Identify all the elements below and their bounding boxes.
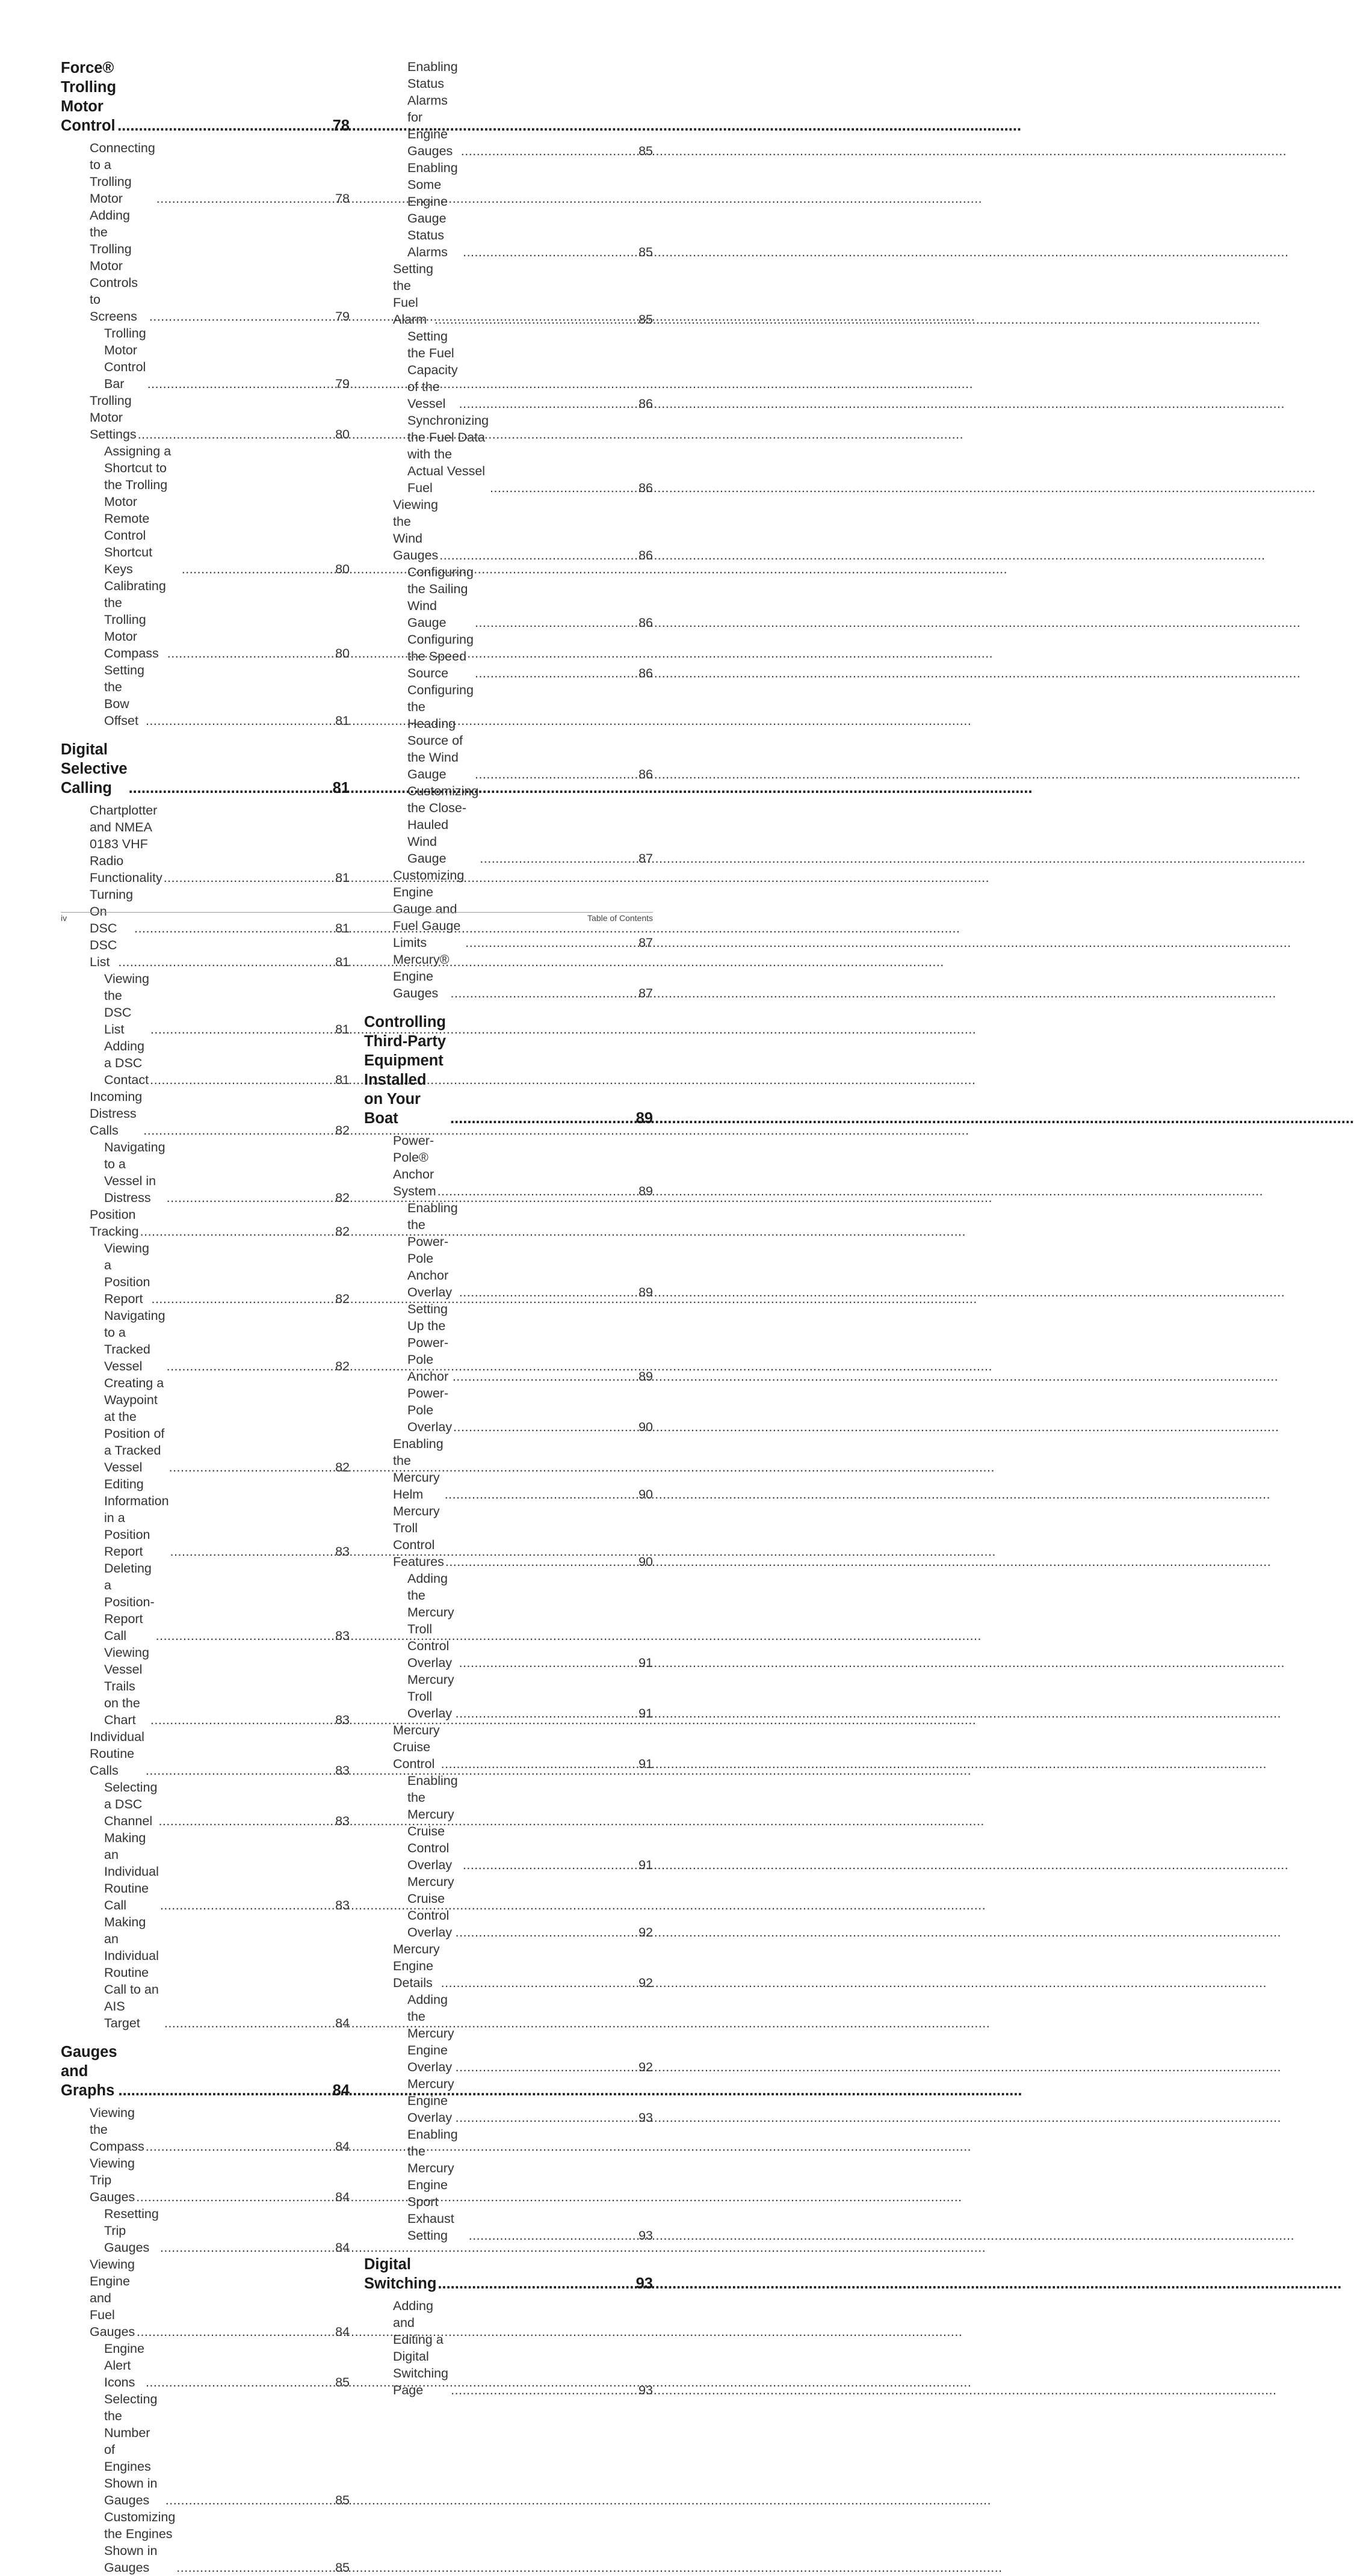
toc-entry[interactable] bbox=[61, 1560, 350, 1644]
toc-entry[interactable] bbox=[364, 1301, 653, 1385]
entry-title: Enabling the Power-Pole Anchor Overlay bbox=[407, 1201, 458, 1299]
entry-page-number: 89 bbox=[638, 1369, 653, 1384]
entry-title: Engine Alert Icons bbox=[104, 2341, 144, 2390]
entry-page-number: 92 bbox=[638, 1976, 653, 1990]
toc-entry[interactable] bbox=[61, 1644, 350, 1728]
toc-entry[interactable] bbox=[61, 1375, 350, 1476]
dot-leader bbox=[150, 1712, 333, 1728]
toc-entry[interactable] bbox=[61, 2509, 350, 2576]
toc-section bbox=[364, 58, 653, 1002]
toc-entry[interactable] bbox=[61, 2104, 350, 2155]
entry-page-number: 92 bbox=[638, 2060, 653, 2074]
toc-entry[interactable] bbox=[61, 1038, 350, 1088]
chapter-page-number: 78 bbox=[332, 117, 350, 134]
toc-entry[interactable] bbox=[61, 1779, 350, 1829]
entry-page-number: 82 bbox=[335, 1123, 350, 1138]
toc-section bbox=[364, 1012, 653, 2244]
entry-page-number: 84 bbox=[335, 2016, 350, 2030]
dot-leader bbox=[475, 766, 637, 783]
entry-title: Setting Up the Power-Pole Anchor bbox=[407, 1302, 449, 1384]
dot-leader bbox=[480, 850, 637, 867]
toc-entry[interactable] bbox=[61, 970, 350, 1038]
toc-left-column bbox=[61, 58, 350, 2576]
entry-title: Customizing the Engines Shown in Gauges bbox=[104, 2510, 176, 2575]
dot-leader bbox=[445, 1486, 637, 1503]
entry-title: Viewing the DSC List bbox=[104, 972, 149, 1037]
entry-title: Mercury® Engine Gauges bbox=[393, 952, 450, 1000]
entry-page-number: 80 bbox=[335, 562, 350, 576]
entry-page-number: 91 bbox=[638, 1757, 653, 1771]
dot-leader bbox=[140, 1223, 333, 1240]
entry-page-number: 79 bbox=[335, 377, 350, 391]
footer-page-number: iv bbox=[61, 913, 67, 923]
dot-leader bbox=[147, 375, 333, 392]
dot-leader bbox=[456, 2059, 637, 2075]
entry-title: Power-Pole Overlay bbox=[407, 1386, 453, 1434]
dot-leader bbox=[119, 2081, 331, 2100]
entry-title: Adding and Editing a Digital Switching Page bbox=[393, 2299, 449, 2397]
toc-entry[interactable] bbox=[364, 2126, 653, 2244]
entry-page-number: 93 bbox=[638, 2228, 653, 2243]
entry-title: Synchronizing the Fuel Data with the Actual Vessel Fuel bbox=[407, 413, 489, 495]
entry-page-number: 81 bbox=[335, 713, 350, 728]
toc-entry[interactable] bbox=[61, 392, 350, 443]
chapter-page-number: 93 bbox=[635, 2275, 653, 2292]
chapter-page-number: 89 bbox=[635, 1110, 653, 1127]
entry-title: Viewing Engine and Fuel Gauges bbox=[90, 2257, 135, 2339]
entry-page-number: 81 bbox=[335, 955, 350, 969]
toc-chapter-heading[interactable] bbox=[61, 58, 350, 135]
dot-leader bbox=[118, 954, 333, 970]
dot-leader bbox=[441, 1974, 637, 1991]
dot-leader bbox=[439, 547, 637, 564]
dot-leader bbox=[456, 1924, 637, 1941]
entry-title: Customizing the Close-Hauled Wind Gauge bbox=[407, 784, 479, 866]
entry-page-number: 86 bbox=[638, 615, 653, 630]
dot-leader bbox=[170, 1543, 334, 1560]
dot-leader bbox=[182, 561, 333, 578]
footer-divider bbox=[61, 912, 653, 913]
entry-title: Individual Routine Calls bbox=[90, 1730, 144, 1778]
dot-leader bbox=[146, 1762, 333, 1779]
toc-entry[interactable] bbox=[61, 1307, 350, 1375]
entry-page-number: 89 bbox=[638, 1285, 653, 1299]
toc-entry[interactable] bbox=[364, 58, 653, 159]
entry-page-number: 82 bbox=[335, 1224, 350, 1239]
entry-page-number: 83 bbox=[335, 1628, 350, 1643]
entry-page-number: 87 bbox=[638, 986, 653, 1000]
entry-title: Position Tracking bbox=[90, 1207, 139, 1239]
toc-entry[interactable] bbox=[61, 886, 350, 937]
dot-leader bbox=[453, 1368, 637, 1385]
entry-title: Mercury Cruise Control Overlay bbox=[407, 1875, 454, 1940]
entry-page-number: 93 bbox=[638, 2110, 653, 2125]
entry-title: Mercury Troll Overlay bbox=[407, 1672, 454, 1721]
entry-page-number: 86 bbox=[638, 767, 653, 781]
dot-leader bbox=[143, 1122, 333, 1139]
entry-title: Customizing Engine Gauge and Fuel Gauge Limits bbox=[393, 868, 465, 950]
entry-title: Selecting a DSC Channel bbox=[104, 1780, 158, 1828]
dot-leader bbox=[160, 2239, 333, 2256]
dot-leader bbox=[164, 2015, 333, 2032]
dot-leader bbox=[160, 1897, 333, 1914]
entry-page-number: 85 bbox=[335, 2375, 350, 2390]
dot-leader bbox=[451, 2382, 637, 2399]
dot-leader bbox=[463, 244, 637, 260]
entry-page-number: 93 bbox=[638, 2383, 653, 2397]
entry-title: Making an Individual Routine Call to an AIS Target bbox=[104, 1915, 159, 2030]
entry-page-number: 82 bbox=[335, 1460, 350, 1474]
toc-entry[interactable] bbox=[364, 1671, 653, 1722]
dot-leader bbox=[165, 2492, 333, 2509]
entry-page-number: 81 bbox=[335, 1073, 350, 1087]
entry-page-number: 87 bbox=[638, 851, 653, 866]
dot-leader bbox=[146, 712, 333, 729]
toc-entry[interactable] bbox=[61, 578, 350, 662]
dot-leader bbox=[134, 920, 333, 937]
toc-chapter-heading[interactable] bbox=[364, 2255, 653, 2293]
entry-title: Viewing Vessel Trails on the Chart bbox=[104, 1645, 149, 1727]
toc-entry[interactable] bbox=[364, 1941, 653, 1991]
entry-page-number: 78 bbox=[335, 191, 350, 206]
toc-entry[interactable] bbox=[61, 443, 350, 578]
entry-title: Adding the Mercury Troll Control Overlay bbox=[407, 1571, 454, 1670]
entry-page-number: 90 bbox=[638, 1487, 653, 1502]
toc-entry[interactable] bbox=[61, 1139, 350, 1206]
entry-page-number: 86 bbox=[638, 666, 653, 680]
dot-leader bbox=[167, 1189, 333, 1206]
dot-leader bbox=[469, 2227, 637, 2244]
toc-section bbox=[364, 2255, 653, 2399]
entry-title: Enabling the Mercury Cruise Control Overlay bbox=[407, 1773, 458, 1872]
dot-leader bbox=[149, 308, 333, 325]
entry-title: Configuring the Speed Source bbox=[407, 632, 474, 680]
dot-leader bbox=[450, 1109, 634, 1128]
entry-page-number: 84 bbox=[335, 2190, 350, 2204]
entry-title: Configuring the Sailing Wind Gauge bbox=[407, 565, 474, 630]
dot-leader bbox=[463, 1857, 637, 1873]
entry-page-number: 84 bbox=[335, 2139, 350, 2154]
toc-entry[interactable] bbox=[61, 1476, 350, 1560]
toc-entry[interactable] bbox=[61, 1206, 350, 1240]
toc-entry[interactable] bbox=[364, 159, 653, 260]
toc-chapter-heading[interactable] bbox=[61, 740, 350, 798]
dot-leader bbox=[167, 645, 333, 662]
dot-leader bbox=[441, 1755, 637, 1772]
toc-entry[interactable] bbox=[364, 412, 653, 496]
toc-entry[interactable] bbox=[61, 1728, 350, 1779]
entry-title: Viewing Trip Gauges bbox=[90, 2156, 135, 2204]
toc-section bbox=[61, 740, 350, 2032]
toc-entry[interactable] bbox=[364, 1385, 653, 1435]
entry-page-number: 91 bbox=[638, 1706, 653, 1721]
entry-page-number: 92 bbox=[638, 1925, 653, 1940]
entry-page-number: 85 bbox=[335, 2560, 350, 2575]
dot-leader bbox=[167, 1358, 333, 1375]
entry-title: Mercury Engine Overlay bbox=[407, 2077, 454, 2125]
footer-section-name: Table of Contents bbox=[587, 913, 653, 923]
entry-title: Viewing a Position Report bbox=[104, 1241, 150, 1306]
dot-leader bbox=[164, 869, 333, 886]
entry-page-number: 83 bbox=[335, 1544, 350, 1559]
entry-title: Enabling Some Engine Gauge Status Alarms bbox=[407, 161, 458, 259]
entry-page-number: 89 bbox=[638, 1184, 653, 1198]
dot-leader bbox=[151, 1290, 333, 1307]
entry-page-number: 85 bbox=[638, 312, 653, 327]
dot-leader bbox=[459, 395, 637, 412]
toc-entry[interactable] bbox=[364, 1873, 653, 1941]
entry-page-number: 83 bbox=[335, 1763, 350, 1778]
entry-title: Mercury Troll Control Features bbox=[393, 1504, 444, 1569]
entry-title: Setting the Fuel Alarm bbox=[393, 262, 433, 327]
toc-section bbox=[61, 58, 350, 729]
entry-page-number: 85 bbox=[638, 245, 653, 259]
chapter-page-number: 81 bbox=[332, 780, 350, 797]
dot-leader bbox=[465, 934, 637, 951]
entry-page-number: 80 bbox=[335, 646, 350, 661]
entry-title: Turning On DSC bbox=[90, 887, 134, 935]
entry-title: DSC List bbox=[90, 938, 117, 969]
entry-page-number: 79 bbox=[335, 309, 350, 324]
dot-leader bbox=[437, 2274, 634, 2293]
entry-title: Viewing the Compass bbox=[90, 2106, 144, 2154]
toc-entry[interactable] bbox=[61, 1914, 350, 2032]
entry-page-number: 83 bbox=[335, 1713, 350, 1727]
dot-leader bbox=[459, 1654, 637, 1671]
dot-leader bbox=[461, 143, 637, 159]
dot-leader bbox=[490, 479, 637, 496]
toc-entry[interactable] bbox=[364, 1200, 653, 1301]
entry-page-number: 80 bbox=[335, 427, 350, 442]
toc-entry[interactable] bbox=[364, 631, 653, 682]
entry-title: Adding a DSC Contact bbox=[104, 1039, 149, 1087]
toc-entry[interactable] bbox=[364, 1772, 653, 1873]
dot-leader bbox=[150, 1021, 333, 1038]
dot-leader bbox=[138, 426, 333, 443]
entry-title: Trolling Motor Settings bbox=[90, 393, 137, 442]
dot-leader bbox=[459, 1284, 637, 1301]
dot-leader bbox=[434, 311, 637, 328]
toc-entry[interactable] bbox=[61, 2256, 350, 2340]
toc-chapter-heading[interactable] bbox=[61, 2042, 350, 2100]
entry-title: Setting the Fuel Capacity of the Vessel bbox=[407, 329, 458, 411]
toc-entry[interactable] bbox=[364, 328, 653, 412]
dot-leader bbox=[137, 2323, 333, 2340]
dot-leader bbox=[176, 2559, 333, 2576]
dot-leader bbox=[475, 614, 637, 631]
entry-title: Making an Individual Routine Call bbox=[104, 1831, 159, 1912]
dot-leader bbox=[150, 1071, 333, 1088]
dot-leader bbox=[146, 2138, 333, 2155]
toc-entry[interactable] bbox=[61, 2205, 350, 2256]
entry-title: Navigating to a Tracked Vessel bbox=[104, 1308, 165, 1373]
entry-page-number: 84 bbox=[335, 2325, 350, 2339]
entry-page-number: 91 bbox=[638, 1858, 653, 1872]
entry-title: Adding the Trolling Motor Controls to Screens bbox=[90, 208, 138, 324]
toc-entry[interactable] bbox=[364, 496, 653, 564]
dot-leader bbox=[451, 985, 637, 1002]
toc-entry[interactable] bbox=[61, 140, 350, 207]
toc-section bbox=[61, 2042, 350, 2576]
toc-chapter-heading[interactable] bbox=[364, 1012, 653, 1128]
toc-right-column bbox=[364, 58, 653, 2399]
toc-entry[interactable] bbox=[364, 951, 653, 1002]
dot-leader bbox=[117, 116, 331, 135]
toc-entry[interactable] bbox=[364, 1435, 653, 1503]
toc-entry[interactable] bbox=[61, 207, 350, 325]
dot-leader bbox=[136, 2189, 333, 2205]
entry-title: Deleting a Position-Report Call bbox=[104, 1561, 155, 1643]
toc-entry[interactable] bbox=[364, 1722, 653, 1772]
dot-leader bbox=[453, 1419, 637, 1435]
dot-leader bbox=[156, 190, 333, 207]
toc-entry[interactable] bbox=[61, 1829, 350, 1914]
entry-title: Viewing the Wind Gauges bbox=[393, 498, 439, 562]
entry-page-number: 86 bbox=[638, 481, 653, 495]
entry-page-number: 84 bbox=[335, 2240, 350, 2255]
entry-page-number: 81 bbox=[335, 921, 350, 935]
toc-entry[interactable] bbox=[61, 1240, 350, 1307]
entry-page-number: 86 bbox=[638, 396, 653, 411]
toc-entry[interactable] bbox=[364, 2297, 653, 2399]
chapter-title: Gauges and Graphs bbox=[61, 2044, 117, 2099]
toc-entry[interactable] bbox=[364, 783, 653, 867]
entry-title: Mercury Cruise Control bbox=[393, 1723, 440, 1771]
toc-entry[interactable] bbox=[61, 1088, 350, 1139]
entry-title: Mercury Engine Details bbox=[393, 1942, 440, 1990]
dot-leader bbox=[437, 1183, 637, 1200]
entry-title: Power-Pole® Anchor System bbox=[393, 1133, 436, 1198]
chapter-title: Digital Switching bbox=[364, 2256, 437, 2292]
toc-entry[interactable] bbox=[364, 1503, 653, 1570]
dot-leader bbox=[129, 778, 331, 798]
entry-title: Calibrating the Trolling Motor Compass bbox=[104, 579, 166, 661]
entry-title: Setting the Bow Offset bbox=[104, 663, 144, 728]
toc-entry[interactable] bbox=[364, 1132, 653, 1200]
toc-entry[interactable] bbox=[61, 325, 350, 392]
entry-page-number: 82 bbox=[335, 1292, 350, 1306]
dot-leader bbox=[156, 1627, 333, 1644]
entry-title: Chartplotter and NMEA 0183 VHF Radio Functionality bbox=[90, 803, 162, 885]
entry-page-number: 82 bbox=[335, 1359, 350, 1373]
toc-entry[interactable] bbox=[61, 802, 350, 886]
dot-leader bbox=[445, 1553, 637, 1570]
entry-page-number: 85 bbox=[335, 2493, 350, 2507]
entry-title: Editing Information in a Position Report bbox=[104, 1477, 169, 1559]
toc-entry[interactable] bbox=[364, 2075, 653, 2126]
entry-page-number: 83 bbox=[335, 1898, 350, 1912]
entry-title: Assigning a Shortcut to the Trolling Motor Remote Control Shortcut Keys bbox=[104, 444, 172, 576]
toc-entry[interactable] bbox=[364, 564, 653, 631]
entry-title: Trolling Motor Control Bar bbox=[104, 326, 146, 391]
entry-title: Enabling Status Alarms for Engine Gauges bbox=[407, 60, 458, 158]
toc-entry[interactable] bbox=[61, 937, 350, 970]
toc-entry[interactable] bbox=[61, 662, 350, 729]
chapter-title: Force® Trolling Motor Control bbox=[61, 60, 117, 134]
chapter-title: Digital Selective Calling bbox=[61, 741, 128, 797]
entry-page-number: 90 bbox=[638, 1420, 653, 1434]
chapter-title: Controlling Third-Party Equipment Installed on Your Boat bbox=[364, 1014, 447, 1127]
entry-page-number: 91 bbox=[638, 1656, 653, 1670]
dot-leader bbox=[158, 1813, 333, 1829]
toc-entry[interactable] bbox=[364, 682, 653, 783]
entry-page-number: 81 bbox=[335, 870, 350, 885]
entry-title: Adding the Mercury Engine Overlay bbox=[407, 1992, 454, 2074]
toc-entry[interactable] bbox=[364, 867, 653, 951]
entry-title: Enabling the Mercury Engine Sport Exhaust Setting bbox=[407, 2127, 458, 2243]
entry-title: Resetting Trip Gauges bbox=[104, 2207, 159, 2255]
entry-title: Configuring the Heading Source of the Wind Gauge bbox=[407, 683, 474, 781]
dot-leader bbox=[475, 665, 637, 682]
toc-entry[interactable] bbox=[364, 1570, 653, 1671]
toc-entry[interactable] bbox=[61, 2340, 350, 2391]
dot-leader bbox=[169, 1459, 333, 1476]
entry-title: Connecting to a Trolling Motor bbox=[90, 141, 155, 206]
entry-title: Enabling the Mercury Helm bbox=[393, 1437, 444, 1502]
entry-page-number: 81 bbox=[335, 1022, 350, 1037]
toc-entry[interactable] bbox=[61, 2391, 350, 2509]
entry-page-number: 83 bbox=[335, 1814, 350, 1828]
entry-title: Selecting the Number of Engines Shown in Gauges bbox=[104, 2392, 158, 2507]
chapter-page-number: 84 bbox=[332, 2082, 350, 2099]
entry-page-number: 82 bbox=[335, 1191, 350, 1205]
entry-title: Navigating to a Vessel in Distress bbox=[104, 1140, 165, 1205]
entry-title: Incoming Distress Calls bbox=[90, 1089, 143, 1138]
toc-entry[interactable] bbox=[364, 1991, 653, 2075]
entry-title: Creating a Waypoint at the Position of a Tracked Vessel bbox=[104, 1376, 165, 1474]
dot-leader bbox=[146, 2374, 333, 2391]
entry-page-number: 85 bbox=[638, 144, 653, 158]
entry-page-number: 86 bbox=[638, 548, 653, 562]
toc-entry[interactable] bbox=[364, 260, 653, 328]
entry-page-number: 90 bbox=[638, 1555, 653, 1569]
dot-leader bbox=[456, 2109, 637, 2126]
entry-page-number: 87 bbox=[638, 935, 653, 950]
toc-entry[interactable] bbox=[61, 2155, 350, 2205]
dot-leader bbox=[456, 1705, 637, 1722]
